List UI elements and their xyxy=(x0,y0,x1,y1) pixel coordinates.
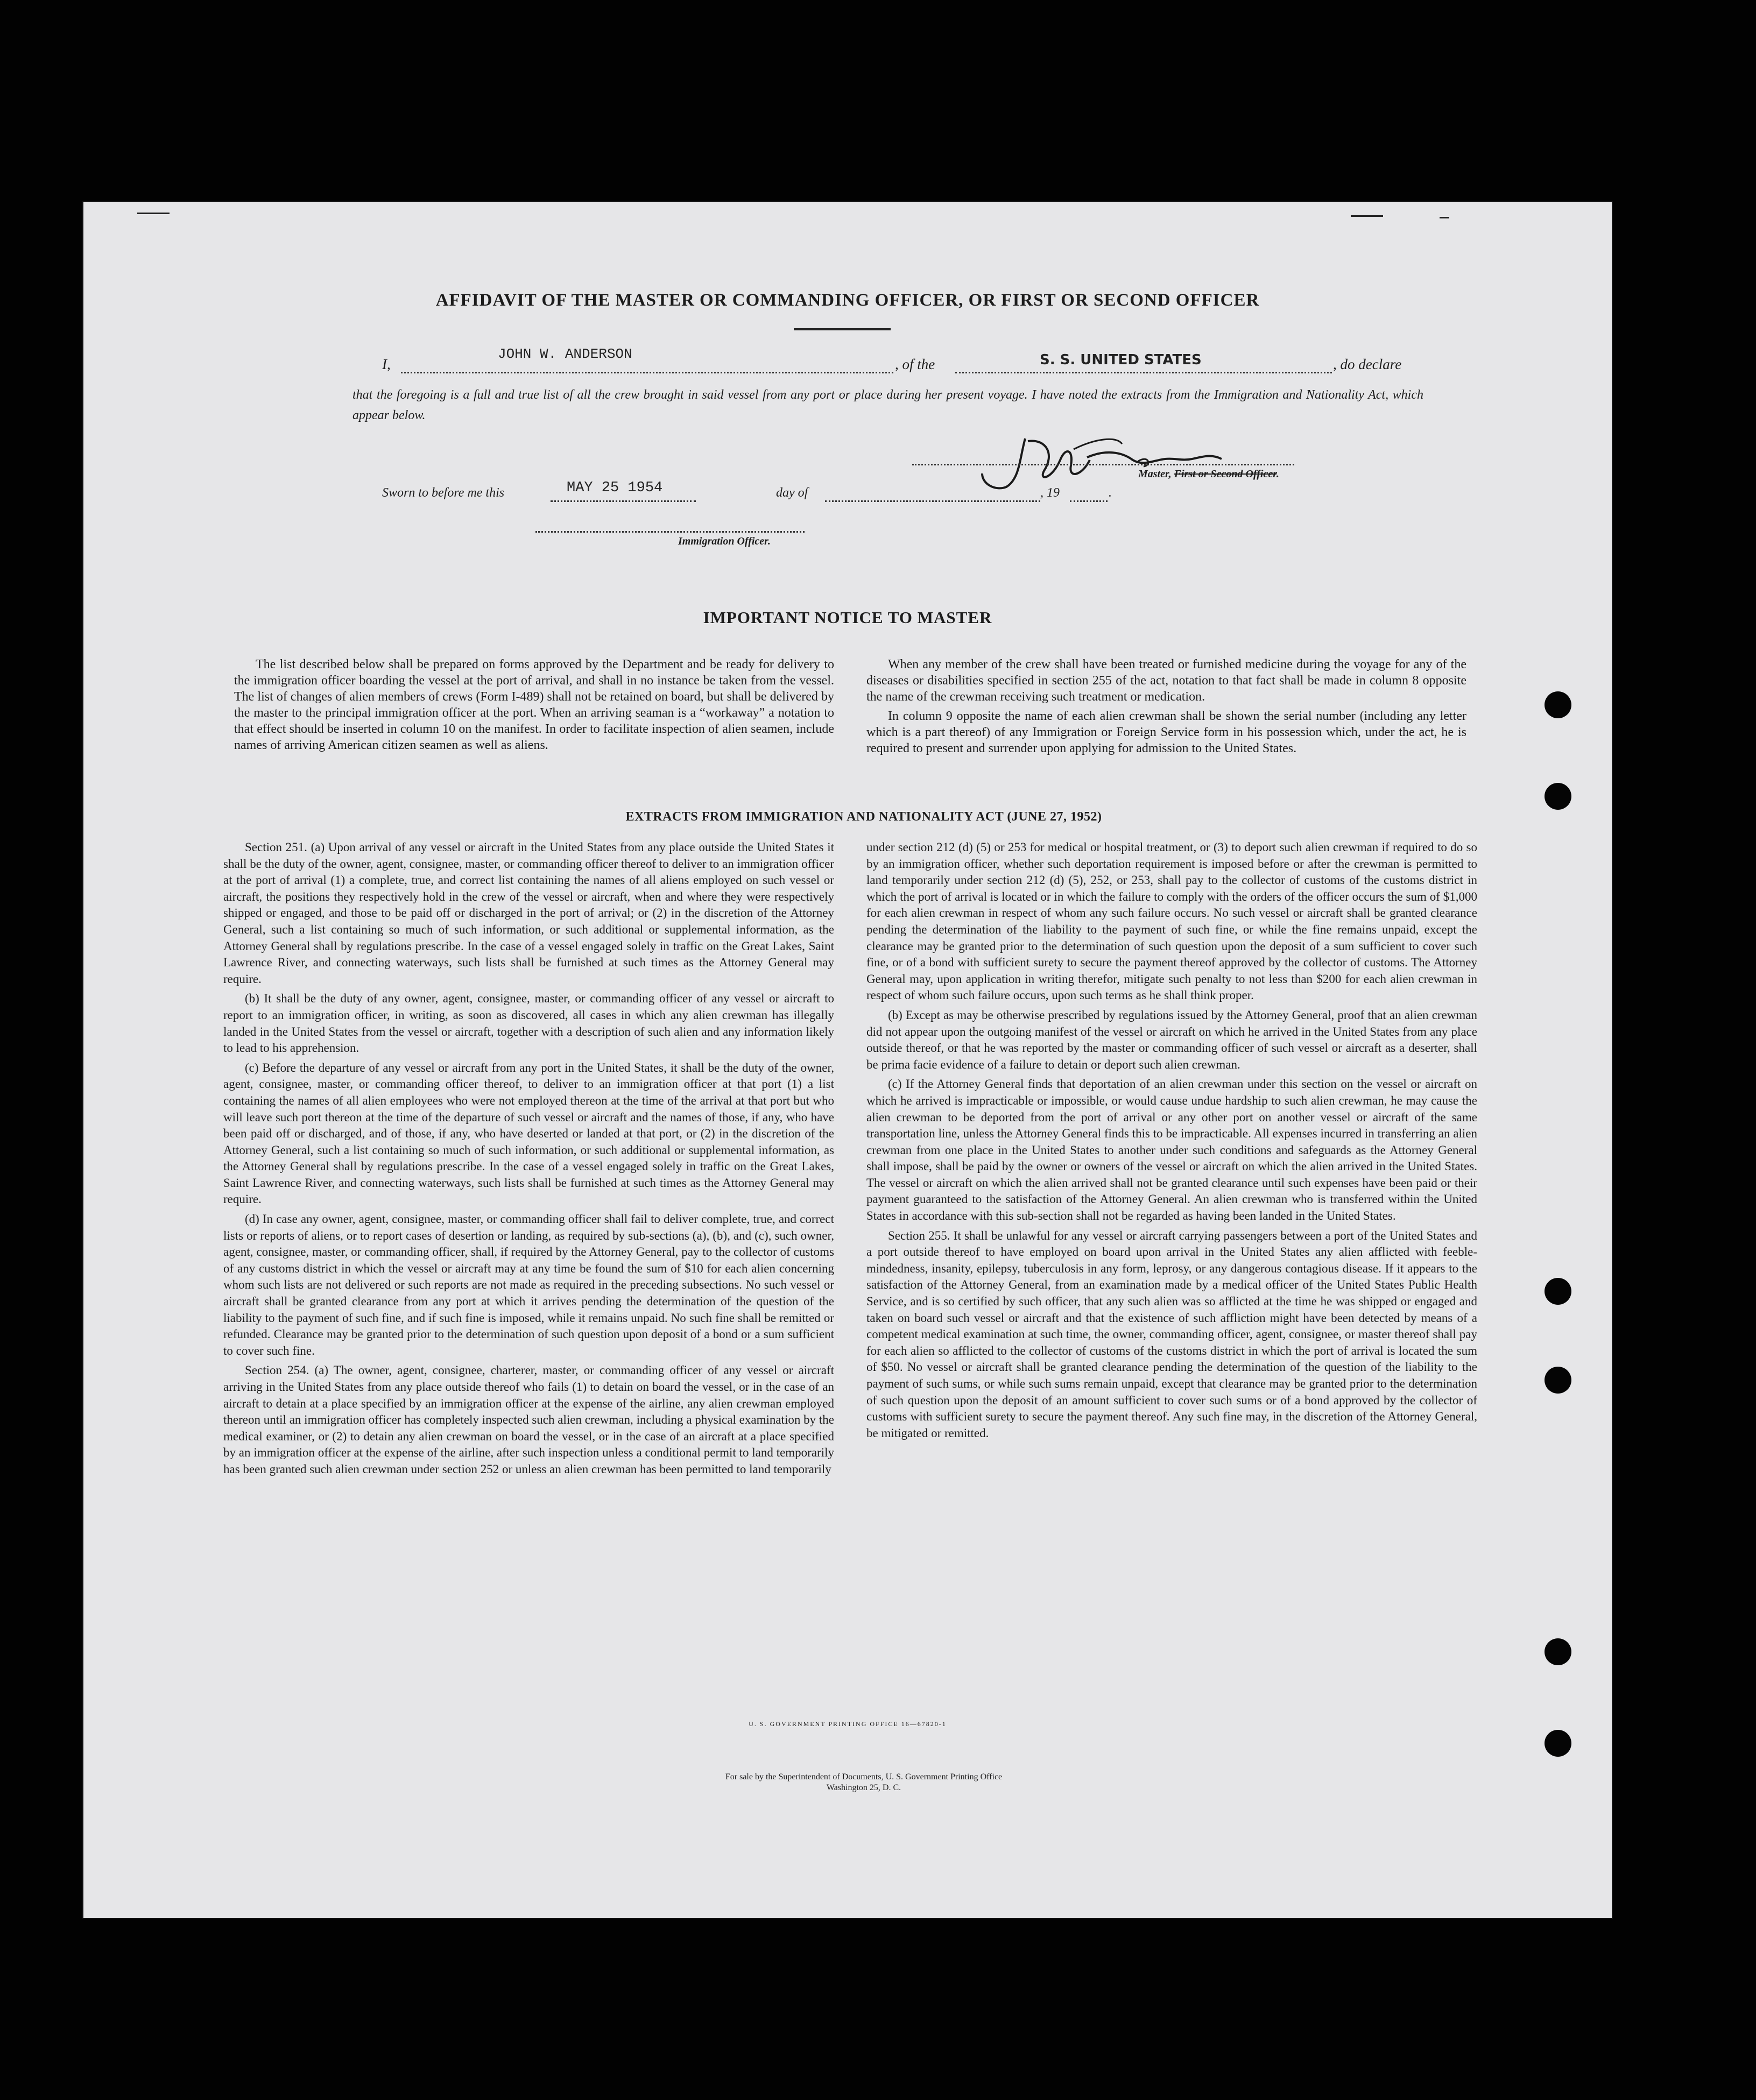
extract-paragraph: (c) If the Attorney General finds that deportation of an alien crewman under this section on the vessel or aircraft on which he arrived is impracticable or impossible, or would cause undue hardship to such alien crewman, he may cause the alien crewman to be deported from the port of arrival or any other port on another vessel or aircraft of the same transportation line, unless the Attorney General finds this to be impracticable. All expenses incurred in transferring an alien crewman from one place in the United States to another under such conditions and safeguards as the Attorney General shall impose, shall be paid by the owner or owners of the vessel or aircraft on which the alien arrived in the United States. The vessel or aircraft on which the alien arrived shall not be granted clearance until such expenses have been paid or their payment guaranteed to the satisfaction of the Attorney General. An alien crewman who is transferred within the United States in accordance with this sub-section shall not be regarded as having been landed in the United States. xyxy=(866,1077,1477,1223)
punch-hole-1 xyxy=(1545,691,1571,718)
notice-left-column xyxy=(234,656,834,756)
extracts-right-column xyxy=(866,839,1477,1445)
notice-right-column xyxy=(866,656,1466,760)
extract-paragraph: (d) In case any owner, agent, consignee, master, or commanding officer shall fail to deliver complete, true, and correct lists or reports of aliens, or to report cases of desertion or landing, as required by sub-sections (a), (b), and (c), such owner, agent, consignee, master, or commanding officer, shall, if required by the Attorney General, pay to the collector of customs of any customs district in which the vessel or aircraft may at any time be found the sum of $10 for each alien concerning whom such lists are not delivered or such reports are not made as required in the preceding subsections. No such vessel or aircraft shall be granted clearance from any port at which it arrives pending the determination of the question of the liability to the payment of such fine, and if such fine is imposed, while it remains unpaid. No such fine shall be remitted or refunded. Clearance may be granted prior to the determination of such question upon deposit of a bond or a sum sufficient to cover such fine. xyxy=(223,1212,834,1357)
notice-paragraph: The list described below shall be prepared on forms approved by the Department and be ready for delivery to the immigration officer boarding the vessel at the port of arrival, and shall in no instance be taken from the vessel. The list of changes of alien members of crews (Form I-489) shall not be retained on board, but shall be delivered by the master to the principal immigration officer at the port. When an arriving seaman is a “workaway” a notation to that effect should be inserted in column 10 on the manifest. In order to facilitate inspection of alien seamen, include names of arriving American citizen seamen as well as aliens. xyxy=(234,657,834,752)
punch-hole-5 xyxy=(1545,1638,1571,1665)
punch-hole-2 xyxy=(1545,783,1571,810)
notice-title: IMPORTANT NOTICE TO MASTER xyxy=(703,608,992,627)
sale-note-line-1: For sale by the Superintendent of Documents, U. S. Government Printing Office xyxy=(725,1772,1003,1781)
sworn-label: Sworn to before me this xyxy=(382,486,505,500)
title-rule xyxy=(794,328,891,330)
printing-office-line: U. S. GOVERNMENT PRINTING OFFICE 16—67820-1 xyxy=(749,1720,947,1728)
declaration-of-the-label: , of the xyxy=(895,356,935,372)
immigration-officer-line xyxy=(535,531,805,533)
extract-paragraph: Section 251. (a) Upon arrival of any vessel or aircraft in the United States from any place outside the United States it shall be the duty of the owner, agent, consignee, master, or commanding officer thereof to deliver to an immigration officer at the port of arrival (1) a complete, true, and correct list containing the names of all aliens employed on such vessel or aircraft, the positions they respectively hold in the crew of the vessel or aircraft, when and where they were respectively shipped or engaged, and those to be paid off or discharged in the port of arrival; or (2) in the discretion of the Attorney General, such a list containing so much of such information, or such additional or supplemental information, as the Attorney General shall by regulations prescribe. In the case of a vessel engaged solely in traffic on the Great Lakes, Saint Lawrence River, and connecting waterways, such lists shall be furnished at such times as the Attorney General may require. xyxy=(223,840,834,986)
punch-hole-4 xyxy=(1545,1367,1571,1394)
declaration-i-label: I, xyxy=(382,356,391,372)
extract-paragraph: Section 255. It shall be unlawful for any vessel or aircraft carrying passengers between a port of the United States and a port outside thereof to have employed on board upon arrival in the United States any alien afflicted with feeble-mindedness, insanity, epilepsy, tuberculosis in any form, leprosy, or any dangerous contagious disease. If it appears to the satisfaction of the Attorney General, from an examination made by a medical officer of the United States Public Health Service, and is so certified by such officer, that any such alien was so afflicted at the time he was shipped or engaged and taken on board such vessel or aircraft and that the existence of such affliction might have been detected by means of a competent medical examination at such time, the owner, commanding officer, agent, consignee, or master thereof shall pay for each alien so afflicted to the collector of customs of the customs district in which the port of arrival is located the sum of $50. No vessel or aircraft shall be granted clearance pending the determination of the question of the liability to the payment of such sums, or while such sums remain unpaid, except that clearance may be granted prior to the determination of such question upon the deposit of an amount sufficient to cover such sums or of a bond approved by the collector of customs with sufficient surety to secure the payment thereof. Any such fine may, in the discretion of the Attorney General, be mitigated or remitted. xyxy=(866,1228,1477,1440)
signature-caption xyxy=(1138,468,1279,480)
vessel-name-line xyxy=(955,372,1332,373)
extract-paragraph: (b) It shall be the duty of any owner, agent, consignee, master, or commanding officer of any vessel or aircraft to report to an immigration officer, in writing, as soon as discovered, all cases in which any alien crewman has illegally landed in the United States from the vessel or aircraft, together with a description of such alien and any information likely to lead to his apprehension. xyxy=(223,992,834,1055)
immigration-officer-caption: Immigration Officer. xyxy=(678,535,771,547)
sworn-year-end: . xyxy=(1109,486,1112,500)
sworn-day-of-label: day of xyxy=(776,486,808,500)
notice-paragraph: In column 9 opposite the name of each alien crewman shall be shown the serial number (including any letter which is a part thereof) of any Immigration or Foreign Service form in his possession which, under the act, he is required to present and surrender upon applying for admission to the United States. xyxy=(866,709,1466,755)
extracts-left-column xyxy=(223,839,834,1481)
signature-caption-master: Master, xyxy=(1138,468,1174,480)
top-edge-mark xyxy=(1440,217,1449,218)
top-edge-mark xyxy=(1351,215,1383,217)
extract-paragraph: (c) Before the departure of any vessel or aircraft from any port in the United States, it shall be the duty of the owner, agent, consignee, master, or commanding officer thereof, to deliver to an immigration officer at that port (1) a list containing the names of all alien employees who were not employed thereon at the time of the arrival at that port but who will leave such port thereon at the time of the departure of such vessel or aircraft and the names of those, if any, who have been paid off or discharged, and of those, if any, who have deserted or landed at that port, or (2) in the discretion of the Attorney General, such a list containing so much of such information, or such additional or supplemental information, as the Attorney General shall by regulations prescribe. In the case of a vessel engaged solely in traffic on the Great Lakes, Saint Lawrence River, and connecting waterways, such lists shall be furnished at such times as the Attorney General may require. xyxy=(223,1060,834,1206)
signature-caption-struck: First or Second Officer xyxy=(1174,468,1277,480)
extract-paragraph: under section 212 (d) (5) or 253 for medical or hospital treatment, or (3) to deport such alien crewman if required to do so by an immigration officer, whether such deportation requirement is imposed before or after the crewman is permitted to land temporarily under section 212 (d) (5), 252, or 253, shall pay to the collector of customs of the customs district in which the port of arrival is located or in which the failure to comply with the orders of the officer occurs the sum of $1,000 for each alien crewman in respect of whom any such failure occurs. No such vessel or aircraft shall be granted clearance pending the determination of the liability to the payment of such fine, or while the fine remains unpaid, except the clearance may be granted prior to the determination of such question upon the deposit of a sum sufficient to cover such fine, or of a bond with sufficient surety to secure the payment thereof approved by the collector of customs. The Attorney General may, upon application in writing therefor, mitigate such penalty to not less than $200 for each alien crewman in respect of whom such failure occurs, upon such terms as he shall think proper. xyxy=(866,840,1477,1002)
sale-note xyxy=(83,1772,1612,1793)
declaration-body-text: that the foregoing is a full and true list of all the crew brought in said vessel from any port or place during her present voyage. I have noted the extracts from the Immigration and Nationality Act, which appear below. xyxy=(352,388,1423,422)
master-name-value: JOHN W. ANDERSON xyxy=(498,346,632,362)
extract-paragraph: Section 254. (a) The owner, agent, consignee, charterer, master, or commanding officer of any vessel or aircraft arriving in the United States from any place outside thereof who fails (1) to detain on board the vessel, or in the case of an aircraft to detain at a place specified by an immigration officer at the expense of the airline, any alien crewman employed thereon until an immigration officer has completely inspected such alien crewman, including a physical examination by the medical examiner, or (2) to detain any alien crewman on board the vessel, or in the case of an aircraft at a place specified by an immigration officer at the expense of the airline, after such inspection unless a conditional permit to land temporarily has been granted such alien crewman under section 252 or unless an alien crewman has been permitted to land temporarily xyxy=(223,1363,834,1476)
sworn-year-line xyxy=(1070,500,1108,502)
extract-paragraph: (b) Except as may be otherwise prescribed by regulations issued by the Attorney General, proof that an alien crewman did not appear upon the outgoing manifest of the vessel or aircraft on which he arrived in the United States from any place outside thereof, or that he was reported by the master or commanding officer of such vessel or aircraft as a deserter, shall be prima facie evidence of a failure to detain or deport such alien crewman. xyxy=(866,1008,1477,1071)
sworn-date-stamp: MAY 25 1954 xyxy=(567,480,663,496)
master-name-line xyxy=(401,372,893,373)
vessel-name-value: S. S. UNITED STATES xyxy=(1040,352,1202,368)
master-signature xyxy=(944,428,1278,492)
declaration-do-declare-label: , do declare xyxy=(1333,356,1402,372)
sale-note-line-2: Washington 25, D. C. xyxy=(826,1783,901,1792)
punch-hole-6 xyxy=(1545,1730,1571,1757)
sworn-month-line xyxy=(825,500,1040,502)
top-edge-mark xyxy=(137,213,170,214)
punch-hole-3 xyxy=(1545,1278,1571,1305)
form-title: AFFIDAVIT OF THE MASTER OR COMMANDING OFFICER, OR FIRST OR SECOND OFFICER xyxy=(435,291,1260,310)
extracts-title: EXTRACTS FROM IMMIGRATION AND NATIONALITY ACT (JUNE 27, 1952) xyxy=(625,810,1102,824)
signature-line xyxy=(912,464,1294,465)
affidavit-form-page xyxy=(83,202,1612,1918)
notice-paragraph: When any member of the crew shall have been treated or furnished medicine during the voyage for any of the diseases or disabilities specified in section 255 of the act, notation to that fact shall be made in column 8 opposite the name of the crewman receiving such treatment or medication. xyxy=(866,657,1466,704)
signature-caption-end: . xyxy=(1276,468,1279,480)
sworn-year-label: , 19 xyxy=(1040,486,1060,500)
sworn-date-line xyxy=(551,500,696,502)
